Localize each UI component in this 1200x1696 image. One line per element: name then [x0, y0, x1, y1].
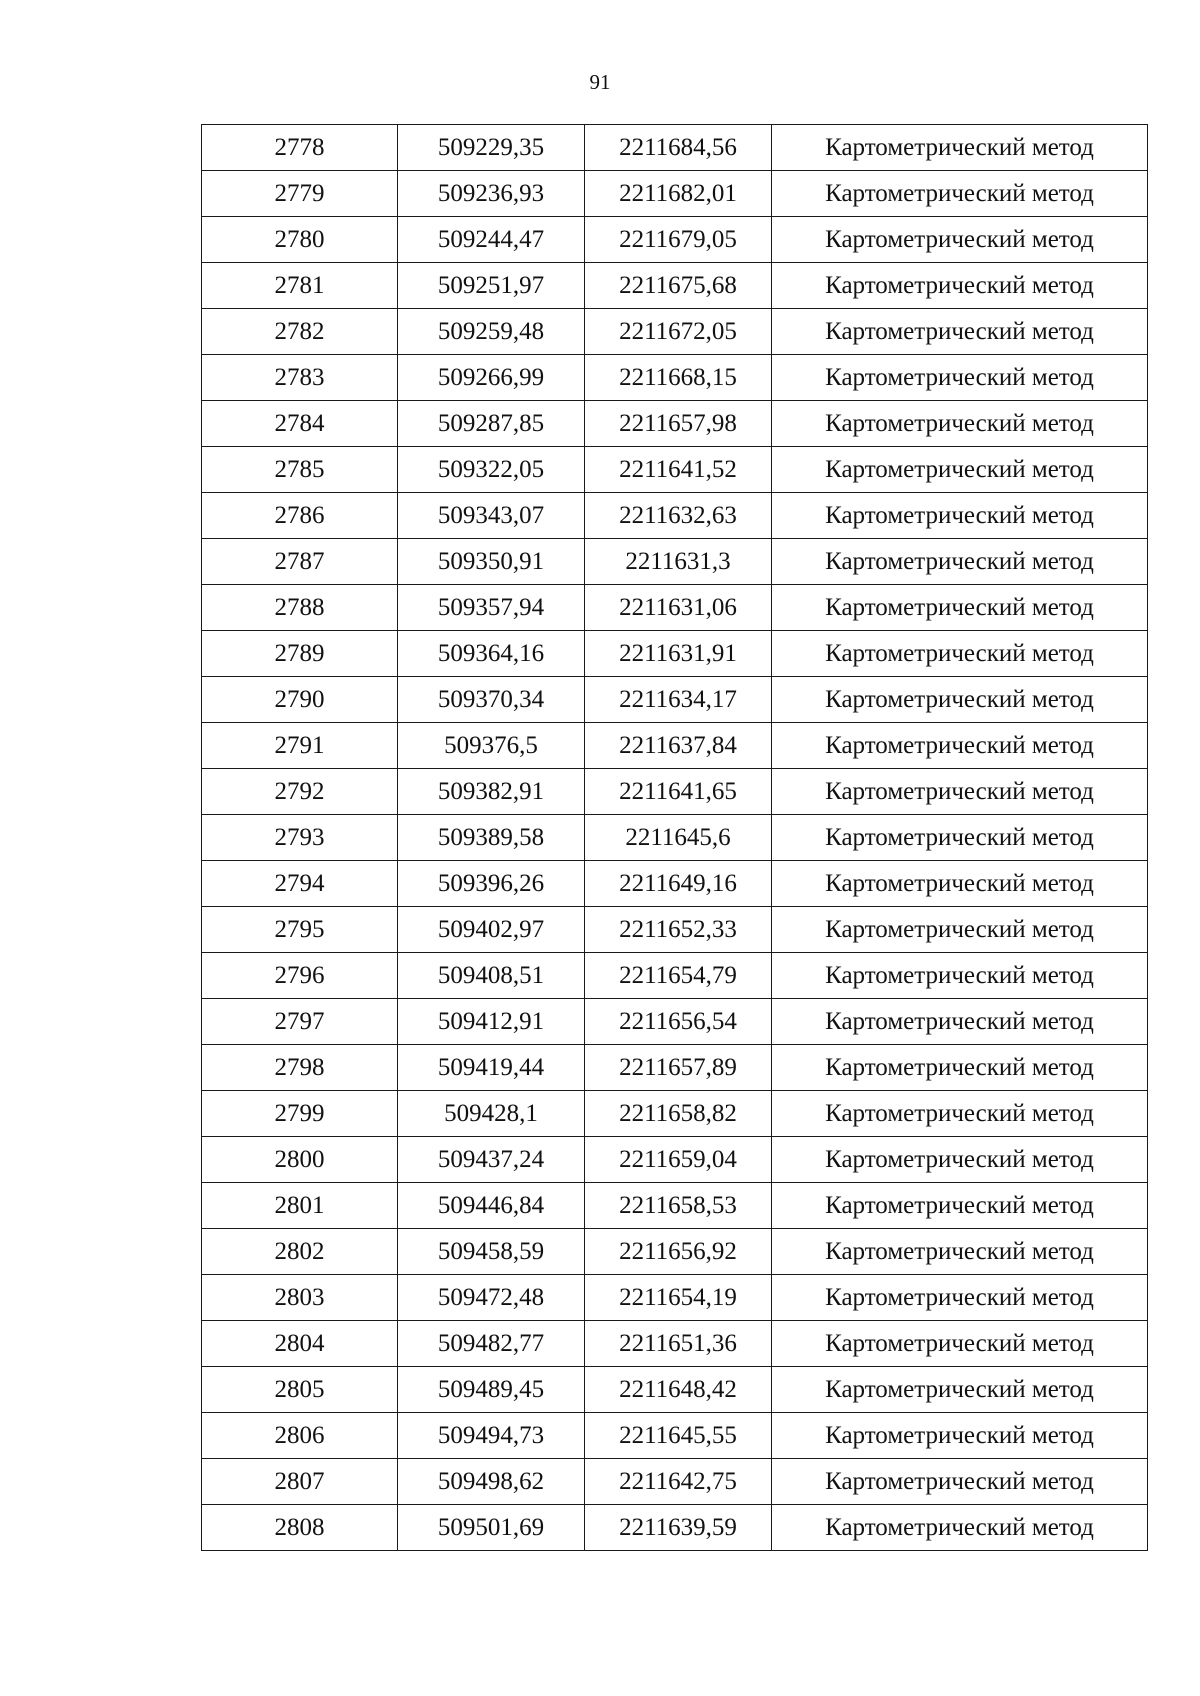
point-number-cell: 2803 — [202, 1275, 398, 1321]
x-coordinate-cell: 509446,84 — [398, 1183, 585, 1229]
method-cell: Картометрический метод — [772, 171, 1148, 217]
point-number-cell: 2778 — [202, 125, 398, 171]
x-coordinate-cell: 509376,5 — [398, 723, 585, 769]
y-coordinate-cell: 2211679,05 — [585, 217, 772, 263]
y-coordinate-cell: 2211656,92 — [585, 1229, 772, 1275]
table-row — [202, 1229, 1148, 1275]
point-number-cell: 2799 — [202, 1091, 398, 1137]
x-coordinate-cell: 509259,48 — [398, 309, 585, 355]
x-coordinate-cell: 509357,94 — [398, 585, 585, 631]
y-coordinate-cell: 2211658,82 — [585, 1091, 772, 1137]
point-number-cell: 2805 — [202, 1367, 398, 1413]
method-cell: Картометрический метод — [772, 263, 1148, 309]
x-coordinate-cell: 509489,45 — [398, 1367, 585, 1413]
point-number-cell: 2798 — [202, 1045, 398, 1091]
method-cell: Картометрический метод — [772, 1183, 1148, 1229]
method-cell: Картометрический метод — [772, 677, 1148, 723]
x-coordinate-cell: 509322,05 — [398, 447, 585, 493]
y-coordinate-cell: 2211645,55 — [585, 1413, 772, 1459]
method-cell: Картометрический метод — [772, 631, 1148, 677]
table-row — [202, 1091, 1148, 1137]
point-number-cell: 2797 — [202, 999, 398, 1045]
x-coordinate-cell: 509244,47 — [398, 217, 585, 263]
y-coordinate-cell: 2211682,01 — [585, 171, 772, 217]
table-row — [202, 815, 1148, 861]
y-coordinate-cell: 2211684,56 — [585, 125, 772, 171]
x-coordinate-cell: 509419,44 — [398, 1045, 585, 1091]
y-coordinate-cell: 2211656,54 — [585, 999, 772, 1045]
table-row — [202, 125, 1148, 171]
method-cell: Картометрический метод — [772, 309, 1148, 355]
point-number-cell: 2787 — [202, 539, 398, 585]
point-number-cell: 2784 — [202, 401, 398, 447]
y-coordinate-cell: 2211631,3 — [585, 539, 772, 585]
table-row — [202, 769, 1148, 815]
x-coordinate-cell: 509472,48 — [398, 1275, 585, 1321]
point-number-cell: 2808 — [202, 1505, 398, 1551]
y-coordinate-cell: 2211632,63 — [585, 493, 772, 539]
table-row — [202, 171, 1148, 217]
point-number-cell: 2779 — [202, 171, 398, 217]
x-coordinate-cell: 509343,07 — [398, 493, 585, 539]
table-row — [202, 1275, 1148, 1321]
x-coordinate-cell: 509437,24 — [398, 1137, 585, 1183]
x-coordinate-cell: 509494,73 — [398, 1413, 585, 1459]
method-cell: Картометрический метод — [772, 125, 1148, 171]
x-coordinate-cell: 509501,69 — [398, 1505, 585, 1551]
table-row — [202, 401, 1148, 447]
y-coordinate-cell: 2211658,53 — [585, 1183, 772, 1229]
method-cell: Картометрический метод — [772, 539, 1148, 585]
y-coordinate-cell: 2211639,59 — [585, 1505, 772, 1551]
method-cell: Картометрический метод — [772, 585, 1148, 631]
table-row — [202, 447, 1148, 493]
method-cell: Картометрический метод — [772, 355, 1148, 401]
x-coordinate-cell: 509498,62 — [398, 1459, 585, 1505]
point-number-cell: 2790 — [202, 677, 398, 723]
x-coordinate-cell: 509236,93 — [398, 171, 585, 217]
method-cell: Картометрический метод — [772, 861, 1148, 907]
y-coordinate-cell: 2211668,15 — [585, 355, 772, 401]
x-coordinate-cell: 509408,51 — [398, 953, 585, 999]
method-cell: Картометрический метод — [772, 907, 1148, 953]
table-row — [202, 1413, 1148, 1459]
y-coordinate-cell: 2211675,68 — [585, 263, 772, 309]
y-coordinate-cell: 2211654,79 — [585, 953, 772, 999]
y-coordinate-cell: 2211672,05 — [585, 309, 772, 355]
method-cell: Картометрический метод — [772, 1321, 1148, 1367]
coordinates-table — [201, 124, 1148, 1551]
method-cell: Картометрический метод — [772, 1505, 1148, 1551]
y-coordinate-cell: 2211631,06 — [585, 585, 772, 631]
table-row — [202, 309, 1148, 355]
x-coordinate-cell: 509229,35 — [398, 125, 585, 171]
point-number-cell: 2806 — [202, 1413, 398, 1459]
point-number-cell: 2802 — [202, 1229, 398, 1275]
point-number-cell: 2792 — [202, 769, 398, 815]
table-row — [202, 1137, 1148, 1183]
method-cell: Картометрический метод — [772, 447, 1148, 493]
table-row — [202, 1367, 1148, 1413]
x-coordinate-cell: 509287,85 — [398, 401, 585, 447]
y-coordinate-cell: 2211637,84 — [585, 723, 772, 769]
table-row — [202, 953, 1148, 999]
table-row — [202, 1045, 1148, 1091]
method-cell: Картометрический метод — [772, 1413, 1148, 1459]
x-coordinate-cell: 509382,91 — [398, 769, 585, 815]
x-coordinate-cell: 509396,26 — [398, 861, 585, 907]
x-coordinate-cell: 509389,58 — [398, 815, 585, 861]
x-coordinate-cell: 509412,91 — [398, 999, 585, 1045]
y-coordinate-cell: 2211648,42 — [585, 1367, 772, 1413]
method-cell: Картометрический метод — [772, 493, 1148, 539]
method-cell: Картометрический метод — [772, 953, 1148, 999]
x-coordinate-cell: 509350,91 — [398, 539, 585, 585]
table-row — [202, 263, 1148, 309]
y-coordinate-cell: 2211631,91 — [585, 631, 772, 677]
x-coordinate-cell: 509370,34 — [398, 677, 585, 723]
point-number-cell: 2786 — [202, 493, 398, 539]
y-coordinate-cell: 2211641,65 — [585, 769, 772, 815]
y-coordinate-cell: 2211654,19 — [585, 1275, 772, 1321]
table-row — [202, 861, 1148, 907]
method-cell: Картометрический метод — [772, 723, 1148, 769]
point-number-cell: 2796 — [202, 953, 398, 999]
method-cell: Картометрический метод — [772, 999, 1148, 1045]
x-coordinate-cell: 509482,77 — [398, 1321, 585, 1367]
point-number-cell: 2804 — [202, 1321, 398, 1367]
x-coordinate-cell: 509251,97 — [398, 263, 585, 309]
method-cell: Картометрический метод — [772, 1045, 1148, 1091]
x-coordinate-cell: 509428,1 — [398, 1091, 585, 1137]
point-number-cell: 2794 — [202, 861, 398, 907]
x-coordinate-cell: 509364,16 — [398, 631, 585, 677]
point-number-cell: 2785 — [202, 447, 398, 493]
point-number-cell: 2789 — [202, 631, 398, 677]
point-number-cell: 2788 — [202, 585, 398, 631]
method-cell: Картометрический метод — [772, 1367, 1148, 1413]
y-coordinate-cell: 2211634,17 — [585, 677, 772, 723]
table-row — [202, 1183, 1148, 1229]
point-number-cell: 2782 — [202, 309, 398, 355]
point-number-cell: 2791 — [202, 723, 398, 769]
method-cell: Картометрический метод — [772, 1091, 1148, 1137]
table-row — [202, 1505, 1148, 1551]
method-cell: Картометрический метод — [772, 1459, 1148, 1505]
point-number-cell: 2807 — [202, 1459, 398, 1505]
table-row — [202, 493, 1148, 539]
method-cell: Картометрический метод — [772, 217, 1148, 263]
method-cell: Картометрический метод — [772, 769, 1148, 815]
y-coordinate-cell: 2211657,98 — [585, 401, 772, 447]
table-row — [202, 677, 1148, 723]
table-row — [202, 631, 1148, 677]
x-coordinate-cell: 509402,97 — [398, 907, 585, 953]
y-coordinate-cell: 2211659,04 — [585, 1137, 772, 1183]
y-coordinate-cell: 2211657,89 — [585, 1045, 772, 1091]
table-row — [202, 1459, 1148, 1505]
point-number-cell: 2783 — [202, 355, 398, 401]
y-coordinate-cell: 2211649,16 — [585, 861, 772, 907]
point-number-cell: 2801 — [202, 1183, 398, 1229]
method-cell: Картометрический метод — [772, 1275, 1148, 1321]
table-row — [202, 585, 1148, 631]
y-coordinate-cell: 2211645,6 — [585, 815, 772, 861]
y-coordinate-cell: 2211642,75 — [585, 1459, 772, 1505]
x-coordinate-cell: 509458,59 — [398, 1229, 585, 1275]
table-row — [202, 217, 1148, 263]
point-number-cell: 2793 — [202, 815, 398, 861]
page-number: 91 — [589, 70, 611, 94]
table-row — [202, 1321, 1148, 1367]
method-cell: Картометрический метод — [772, 1229, 1148, 1275]
y-coordinate-cell: 2211652,33 — [585, 907, 772, 953]
point-number-cell: 2780 — [202, 217, 398, 263]
table-row — [202, 723, 1148, 769]
table-body — [202, 125, 1148, 1551]
y-coordinate-cell: 2211651,36 — [585, 1321, 772, 1367]
table-row — [202, 999, 1148, 1045]
method-cell: Картометрический метод — [772, 815, 1148, 861]
y-coordinate-cell: 2211641,52 — [585, 447, 772, 493]
table-row — [202, 907, 1148, 953]
table-row — [202, 539, 1148, 585]
method-cell: Картометрический метод — [772, 401, 1148, 447]
point-number-cell: 2795 — [202, 907, 398, 953]
point-number-cell: 2800 — [202, 1137, 398, 1183]
method-cell: Картометрический метод — [772, 1137, 1148, 1183]
table-row — [202, 355, 1148, 401]
x-coordinate-cell: 509266,99 — [398, 355, 585, 401]
point-number-cell: 2781 — [202, 263, 398, 309]
